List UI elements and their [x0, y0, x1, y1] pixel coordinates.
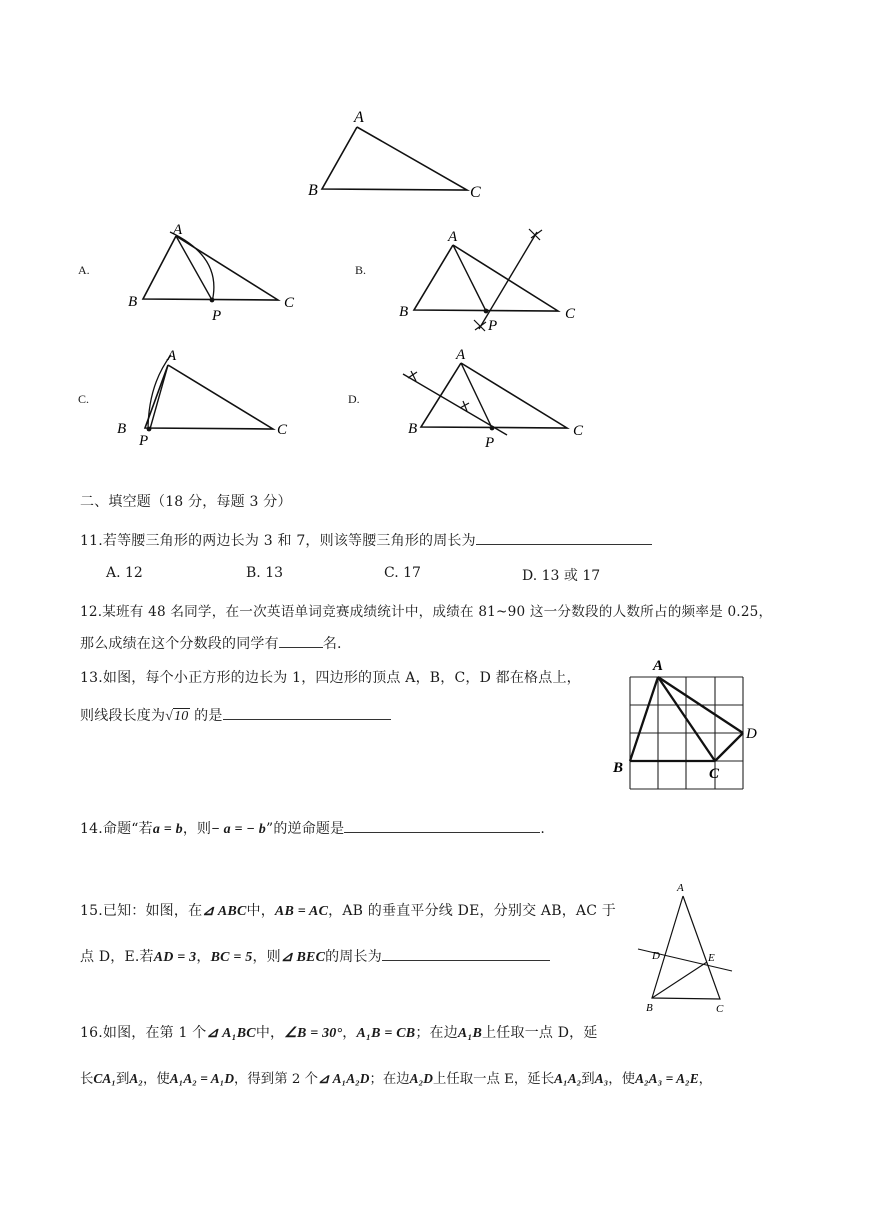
vertex-label-b: B [408, 421, 418, 437]
q16-text: ， [698, 1072, 713, 1087]
vertex-label-b: B [128, 294, 138, 310]
q15-text: ，则 [252, 949, 281, 965]
question-15-line2 [80, 946, 550, 966]
question-12-line2 [80, 633, 342, 653]
vertex-label-b: B [646, 1002, 653, 1014]
choice-11-d: D. 13 或 17 [522, 568, 601, 584]
q14-text-a: 14.命题“若 [80, 821, 153, 837]
vertex-label-a: A [653, 658, 664, 674]
answer-blank-11[interactable] [476, 530, 652, 545]
vertex-label-b: B [117, 421, 127, 437]
vertex-label-c: C [573, 423, 584, 439]
q16-text: 中， [255, 1025, 285, 1041]
vertex-label-a: A [448, 229, 458, 245]
q16-text: 到 [581, 1072, 595, 1087]
q15-math: ⊿ ABC [202, 904, 247, 919]
vertex-label-b: B [399, 304, 409, 320]
q15-text: 15.已知：如图，在 [80, 903, 203, 919]
question-12-line1: 12.某班有 48 名同学，在一次英语单词竞赛成绩统计中，成绩在 81~90 这一分数段的人数所占的频率是 0.25， [80, 604, 773, 620]
answer-blank-12[interactable] [279, 633, 323, 648]
q16-text: 到 [115, 1072, 130, 1087]
answer-blank-13[interactable] [223, 705, 391, 720]
vertex-label-a: A [167, 348, 177, 364]
q16-text: 上任取一点 E，延长 [432, 1072, 555, 1087]
vertex-label-b: B [613, 760, 624, 776]
option-a-label: A. [78, 263, 90, 277]
question-13-line1: 13.如图，每个小正方形的边长为 1，四边形的顶点 A，B，C，D 都在格点上， [80, 670, 581, 686]
sqrt-expression: √10 [165, 709, 189, 724]
vertex-label-a: A [456, 347, 466, 363]
question-12-text-b: 名. [322, 636, 342, 652]
q16-math: A₂ [129, 1071, 143, 1086]
q16-math: ⊿ A₁BC [206, 1026, 256, 1041]
choice-11-c: C. 17 [384, 565, 421, 581]
q16-text: ；在边 [369, 1072, 410, 1087]
option-d-figure [395, 345, 595, 455]
q13-grid-figure [605, 655, 765, 795]
q16-math: A₁B = CB [356, 1026, 416, 1041]
q16-math: A₃ [594, 1071, 609, 1086]
sqrt-radicand: 10 [174, 709, 189, 724]
answer-blank-15[interactable] [382, 946, 550, 961]
q16-text: ；在边 [415, 1025, 458, 1041]
q16-math: CA₁ [93, 1071, 116, 1086]
q15-text: 的周长为 [325, 949, 382, 965]
vertex-label-a: A [354, 109, 364, 126]
point-label-p: P [212, 308, 222, 324]
vertex-label-b: B [308, 182, 318, 199]
vertex-label-a: A [173, 222, 183, 238]
q16-text: ， [342, 1025, 357, 1041]
q14-text-c: ”的逆命题是 [265, 821, 345, 837]
q16-math: A₂A₃ = A₂E [635, 1071, 699, 1086]
question-16-line2 [80, 1068, 712, 1087]
q16-text: 长 [80, 1072, 94, 1087]
q15-triangle-figure [630, 878, 740, 1018]
q14-end: . [540, 821, 545, 837]
question-11-text: 11.若等腰三角形的两边长为 3 和 7，则该等腰三角形的周长为 [80, 533, 476, 549]
point-label-p: P [485, 435, 495, 451]
vertex-label-d: D [746, 726, 757, 742]
q16-text: ，使 [142, 1072, 170, 1087]
vertex-label-d: D [652, 950, 660, 962]
vertex-label-c: C [284, 295, 295, 311]
option-c-label: C. [78, 392, 90, 406]
q14-math-1: a = b [152, 822, 183, 837]
vertex-label-e: E [708, 952, 715, 964]
q16-math: A₁B [457, 1026, 483, 1041]
option-c-figure [115, 345, 305, 450]
question-15-line1 [80, 900, 616, 920]
q16-math: ∠B = 30° [284, 1026, 343, 1041]
q15-math: BC = 5 [210, 950, 253, 965]
question-12-text-a: 那么成绩在这个分数段的同学有 [80, 636, 279, 652]
question-13-text-a: 则线段长度为 [80, 708, 166, 724]
choice-11-b: B. 13 [246, 565, 284, 581]
question-13-text-b: 的是 [189, 708, 223, 724]
q16-math: A₁A₂ [554, 1071, 582, 1086]
question-13-line2 [80, 705, 391, 725]
q16-text: ，使 [608, 1072, 636, 1087]
q15-text: ， [196, 949, 211, 965]
q16-text: ，得到第 2 个 [234, 1072, 319, 1087]
point-label-p: P [139, 433, 149, 449]
vertex-label-c: C [709, 766, 720, 782]
q16-math: ⊿ A₁A₂D [318, 1071, 370, 1086]
question-14 [80, 818, 545, 838]
vertex-label-c: C [470, 184, 481, 201]
option-b-figure [395, 222, 595, 340]
vertex-label-c: C [565, 306, 576, 322]
q14-text-b: ，则 [182, 821, 212, 837]
q16-text: 16.如图，在第 1 个 [80, 1025, 207, 1041]
q15-math: AD = 3 [153, 950, 197, 965]
q15-math: ⊿ BEC [280, 950, 326, 965]
q16-math: A₂D [409, 1071, 433, 1086]
option-d-label: D. [348, 392, 360, 406]
main-triangle-figure [300, 105, 500, 205]
option-a-figure [120, 222, 310, 327]
question-11 [80, 530, 652, 550]
option-b-label: B. [355, 263, 367, 277]
q16-math: A₁A₂ = A₁D [169, 1071, 235, 1086]
q15-math: AB = AC [274, 904, 329, 919]
q14-math-2: − a = − b [211, 822, 266, 837]
answer-blank-14[interactable] [344, 818, 540, 833]
q15-text: 点 D，E.若 [80, 949, 154, 965]
question-16-line1 [80, 1022, 598, 1042]
vertex-label-a: A [677, 882, 684, 894]
q15-text: ，AB 的垂直平分线 DE，分别交 AB，AC 于 [328, 903, 617, 919]
choice-11-a: A. 12 [106, 565, 143, 581]
point-label-p: P [488, 318, 498, 334]
q16-text: 上任取一点 D，延 [482, 1025, 598, 1041]
vertex-label-c: C [277, 422, 288, 438]
section-heading: 二、填空题（18 分，每题 3 分） [80, 494, 292, 510]
q15-text: 中， [246, 903, 275, 919]
vertex-label-c: C [716, 1003, 724, 1015]
